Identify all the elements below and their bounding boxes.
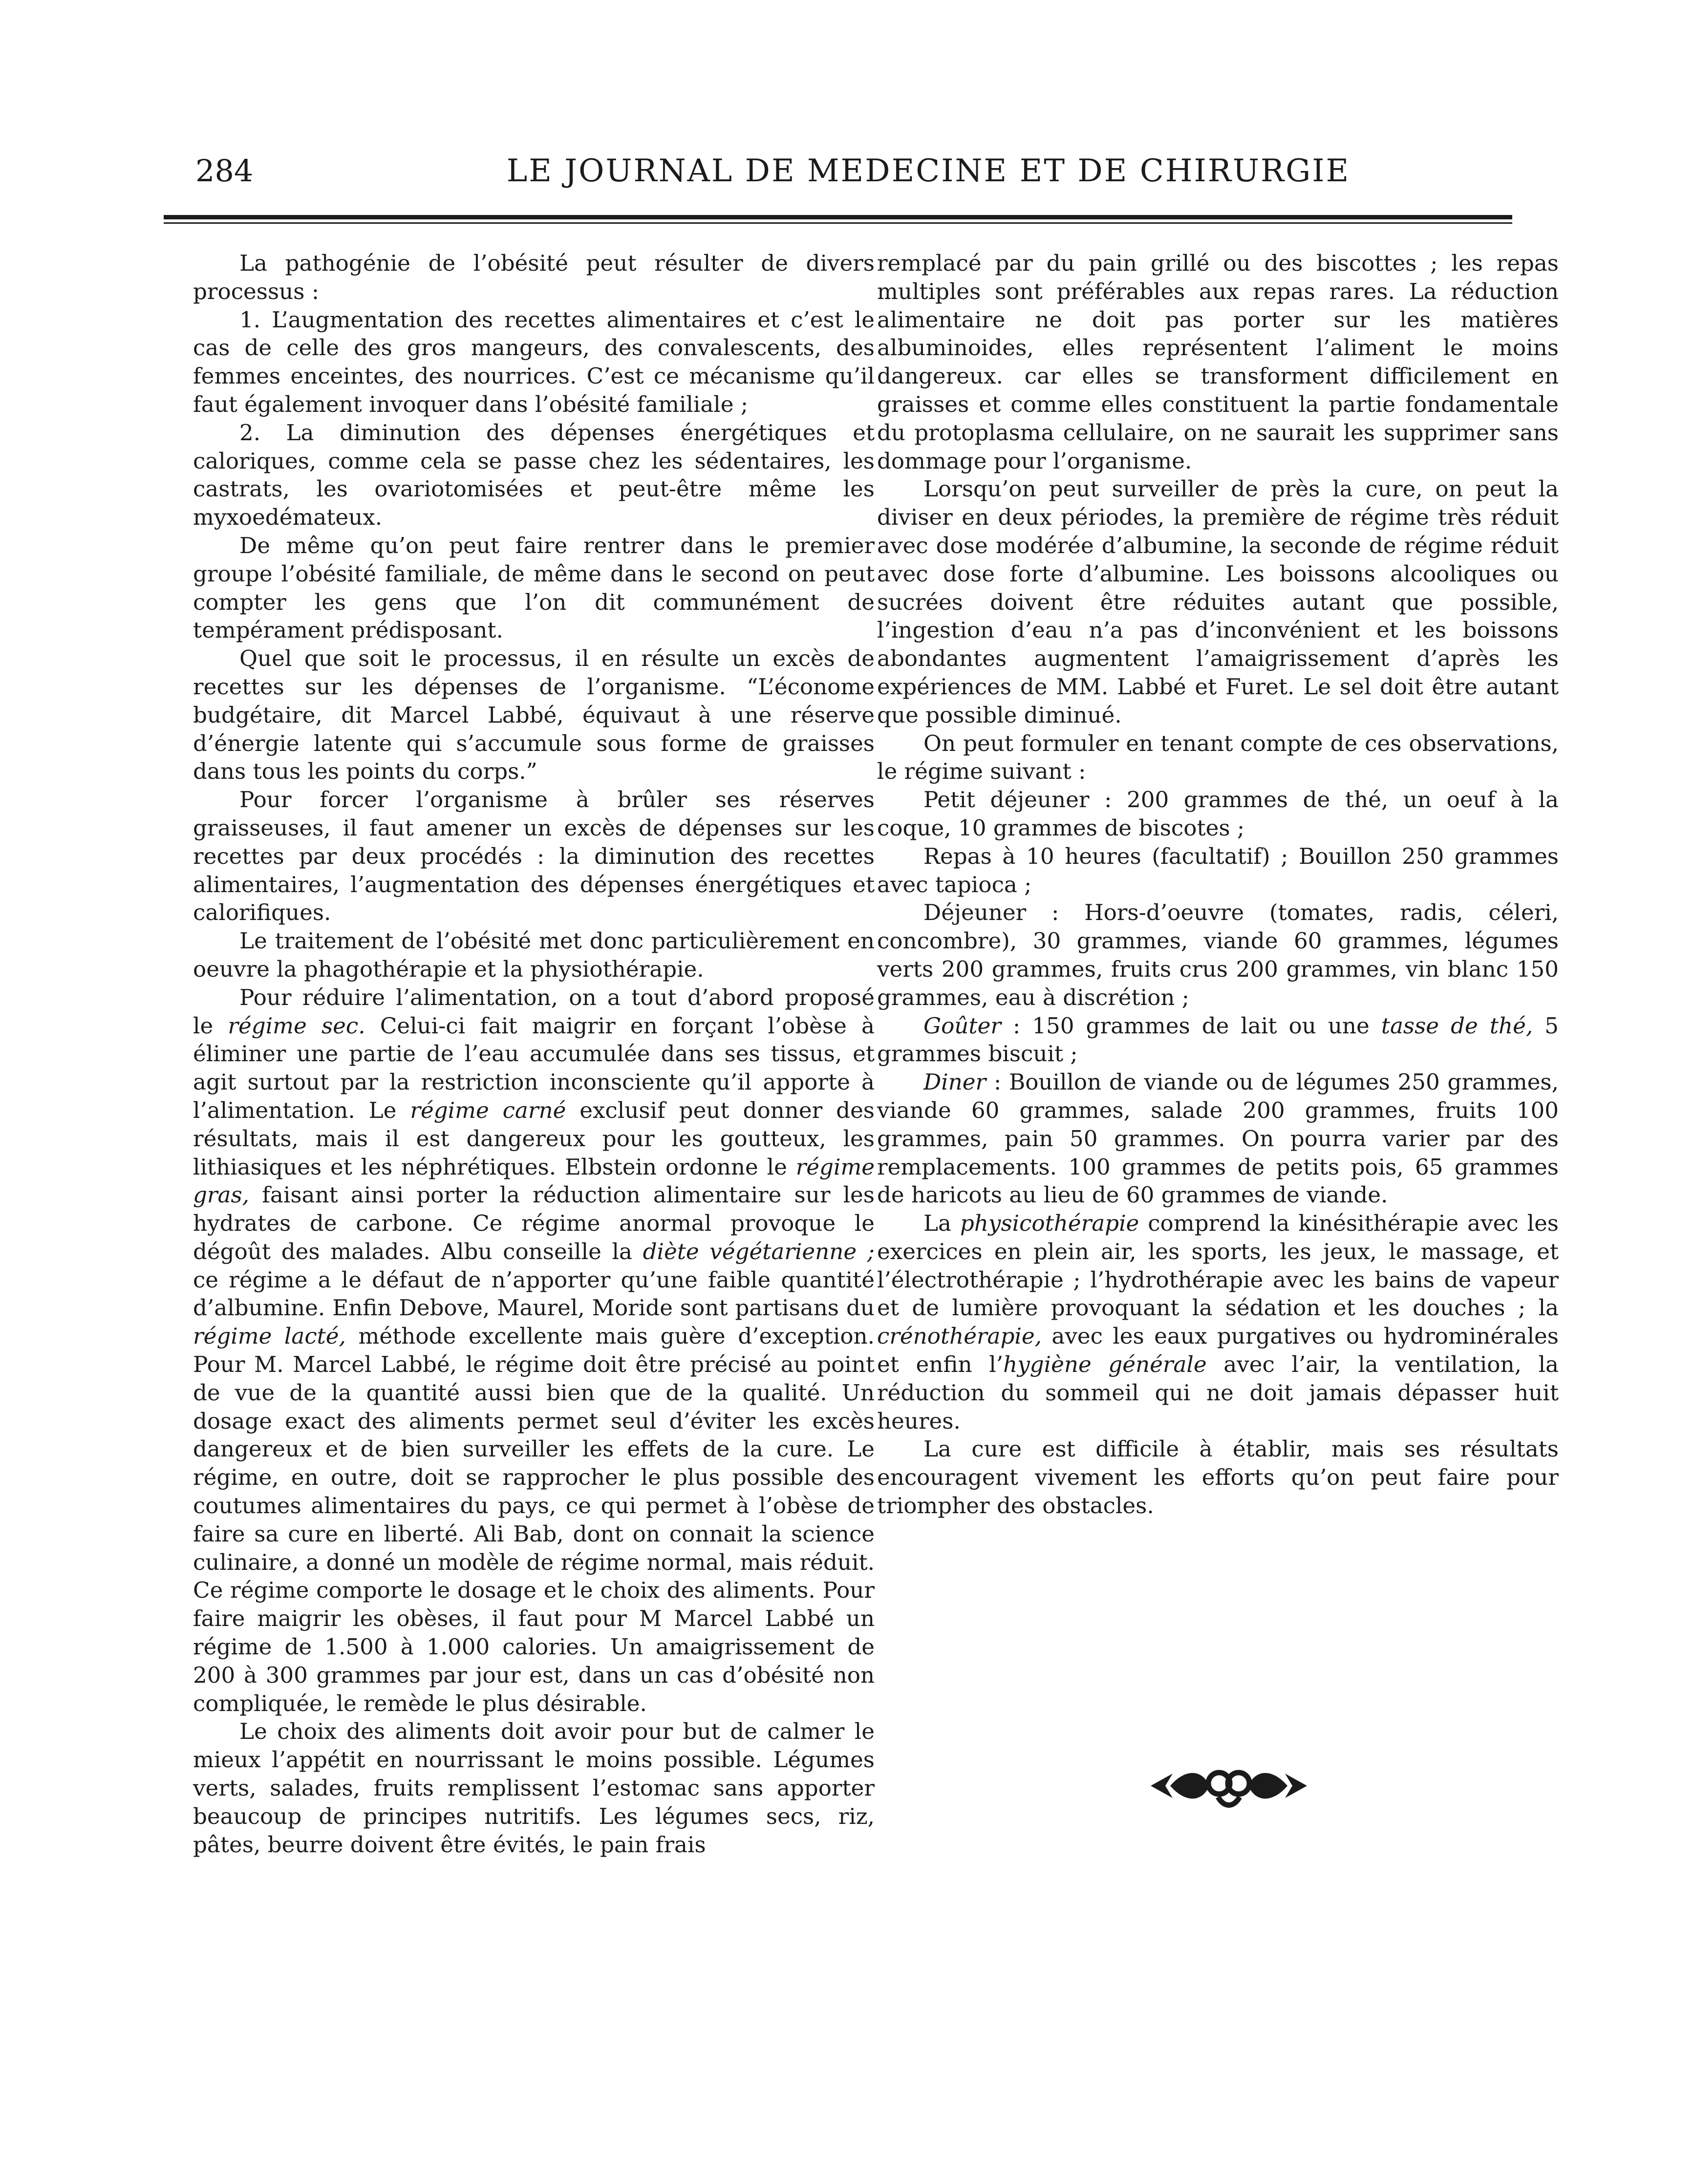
paragraph xyxy=(877,1209,1559,1435)
paragraph: On peut formuler en tenant compte de ces observations, le régime suivant : xyxy=(877,730,1559,785)
ornament-right-point xyxy=(1285,1774,1307,1798)
ornament-left-leaf xyxy=(1170,1773,1209,1799)
paragraph: La pathogénie de l’obésité peut résulter de divers processus : xyxy=(193,250,875,304)
text-run: Pour réduire l’alimentation, on a tout d’abord proposé le xyxy=(193,984,875,1039)
paragraph xyxy=(877,1068,1559,1209)
text-run: La xyxy=(923,1210,960,1237)
italic-term: tasse de thé, xyxy=(1381,1012,1533,1039)
ornament-lower-curl xyxy=(1218,1797,1240,1805)
ornament-right-leaf xyxy=(1248,1773,1287,1799)
paragraph: Le traitement de l’obésité met donc particulièrement en oeuvre la phagothérapie et la physiothérapie. xyxy=(193,928,875,982)
text-run: exclusif peut donner des résultats, mais il est dangereux pour les goutteux, les lithiasiques et les néphrétiques. Elbstein ordonne le xyxy=(193,1097,875,1180)
italic-term: diète végétarienne ; xyxy=(643,1238,875,1264)
paragraph: Petit déjeuner : 200 grammes de thé, un oeuf à la coque, 10 grammes de biscotes ; xyxy=(877,787,1559,841)
ornament-left-point xyxy=(1151,1774,1173,1798)
fleuron-ornament-icon xyxy=(1151,1759,1307,1813)
paragraph: Lorsqu’on peut surveiller de près la cure, on peut la diviser en deux périodes, la première de régime très réduit avec dose modérée d’albumine, la seconde de régime réduit avec dose forte d’albumine. Les boissons alcooliques ou sucrées doivent être réduites autant que possible, l’ingestion d’eau n’a pas d’inconvénient et les boissons abondantes augmentent l’amaigrissement d’après les expériences de MM. Labbé et Furet. Le sel doit être autant que possible diminué. xyxy=(877,476,1559,728)
text-run: : 150 grammes de lait ou une xyxy=(1001,1012,1381,1039)
paragraph xyxy=(193,984,875,1718)
italic-term: régime lacté, xyxy=(193,1323,346,1349)
italic-term: physicothérapie xyxy=(960,1210,1139,1237)
text-run: faisant ainsi porter la réduction alimentaire sur les hydrates de carbone. Ce régime anormal provoque le dégoût des malades. Albu conseille la xyxy=(193,1182,875,1264)
paragraph: De même qu’on peut faire rentrer dans le premier groupe l’obésité familiale, de même dans le second on peut compter les gens que l’on dit communément de tempérament prédisposant. xyxy=(193,532,875,643)
text-run: Celui-ci fait maigrir en forçant l’obèse à éliminer une partie de l’eau accumulée dans ses tissus, et agit surtout par la restriction inconsciente qu’il apporte à l’alimentation. Le xyxy=(193,1012,875,1123)
paragraph: Quel que soit le processus, il en résulte un excès de recettes sur les dépenses de l’organisme. “L’économe budgétaire, dit Marcel Labbé, équivaut à une réserve d’énergie latente qui s’accumule sous forme de graisses dans tous les points du corps.” xyxy=(193,645,875,785)
italic-term: Diner xyxy=(923,1069,986,1095)
header-rule-thin xyxy=(164,222,1512,224)
page-number: 284 xyxy=(195,153,254,189)
journal-title: LE JOURNAL DE MEDECINE ET DE CHIRURGIE xyxy=(506,153,1351,189)
text-column-left xyxy=(193,249,875,1859)
paragraph xyxy=(877,1012,1559,1069)
text-column-right xyxy=(877,249,1559,1520)
paragraph: Pour forcer l’organisme à brûler ses réserves graisseuses, il faut amener un excès de dépenses sur les recettes par deux procédés : la diminution des recettes alimentaires, l’augmentation des dépenses énergétiques et calorifiques. xyxy=(193,787,875,926)
paragraph: Repas à 10 heures (facultatif) ; Bouillon 250 grammes avec tapioca ; xyxy=(877,843,1559,898)
text-run: : Bouillon de viande ou de légumes 250 grammes, viande 60 grammes, salade 200 grammes, fruits 100 grammes, pain 50 grammes. On pourra varier par des remplacements. 100 grammes de petits pois, 65 grammes de haricots au lieu de 60 grammes de viande. xyxy=(877,1069,1559,1208)
text-run: méthode excellente mais guère d’exception. Pour M. Marcel Labbé, le régime doit être précisé au point de vue de la quantité aussi bien que de la qualité. Un dosage exact des aliments permet seul d’éviter les excès dangereux et de bien surveiller les effets de la cure. Le régime, en outre, doit se rapprocher le plus possible des coutumes alimentaires du pays, ce qui permet à l’obèse de faire sa cure en liberté. Ali Bab, dont on connait la science culinaire, a donné un modèle de régime normal, mais réduit. Ce régime comporte le dosage et le choix des aliments. Pour faire maigrir les obèses, il faut pour M Marcel Labbé un régime de 1.500 à 1.000 calories. Un amaigrissement de 200 à 300 grammes par jour est, dans un cas d’obésité non compliquée, le remède le plus désirable. xyxy=(193,1323,875,1716)
italic-term: régime carné xyxy=(410,1097,566,1123)
italic-term: crénothérapie, xyxy=(877,1323,1042,1349)
text-run: ce régime a le défaut de n’apporter qu’une faible quantité d’albumine. Enfin Debove, Maurel, Moride sont partisans du xyxy=(193,1266,875,1321)
paragraph: La cure est difficile à établir, mais ses résultats encouragent vivement les efforts qu’on peut faire pour triompher des obstacles. xyxy=(877,1436,1559,1519)
paragraph: Déjeuner : Hors-d’oeuvre (tomates, radis, céleri, concombre), 30 grammes, viande 60 grammes, légumes verts 200 grammes, fruits crus 200 grammes, vin blanc 150 grammes, eau à discrétion ; xyxy=(877,899,1559,1010)
italic-term: hygiène générale xyxy=(1003,1351,1207,1378)
paragraph: remplacé par du pain grillé ou des biscottes ; les repas multiples sont préférables aux repas rares. La réduction alimentaire ne doit pas porter sur les matières albuminoides, elles représentent l’aliment le moins dangereux. car elles se transforment difficilement en graisses et comme elles constituent la partie fondamentale du protoplasma cellulaire, on ne saurait les supprimer sans dommage pour l’organisme. xyxy=(877,250,1559,474)
paragraph: 2. La diminution des dépenses énergétiques et caloriques, comme cela se passe chez les sédentaires, les castrats, les ovariotomisées et peut-être même les myxoedémateux. xyxy=(193,419,875,531)
italic-term: régime gras, xyxy=(193,1154,875,1208)
text-run: comprend la kinésithérapie avec les exercices en plein air, les sports, les jeux, le massage, et l’électrothérapie ; l’hydrothérapie avec les bains de vapeur et de lumière provoquant la sédation et les douches ; la xyxy=(877,1210,1559,1321)
text-run: 5 grammes biscuit ; xyxy=(877,1012,1559,1067)
italic-term: Goûter xyxy=(923,1012,1001,1039)
header-rule-thick xyxy=(164,215,1512,219)
paragraph: Le choix des aliments doit avoir pour but de calmer le mieux l’appétit en nourrissant le moins possible. Légumes verts, salades, fruits remplissent l’estomac sans apporter beaucoup de principes nutritifs. Les légumes secs, riz, pâtes, beurre doivent être évités, le pain frais xyxy=(193,1718,875,1858)
paragraph: 1. L’augmentation des recettes alimentaires et c’est le cas de celle des gros mangeurs, des convalescents, des femmes enceintes, des nourrices. C’est ce mécanisme qu’il faut également invoquer dans l’obésité familiale ; xyxy=(193,306,875,417)
italic-term: régime sec. xyxy=(228,1012,365,1039)
text-run: avec l’air, la ventilation, la réduction du sommeil qui ne doit jamais dépasser huit heures. xyxy=(877,1351,1559,1434)
text-run: avec les eaux purgatives ou hydrominérales et enfin l’ xyxy=(877,1323,1559,1378)
page-header xyxy=(161,142,1520,200)
